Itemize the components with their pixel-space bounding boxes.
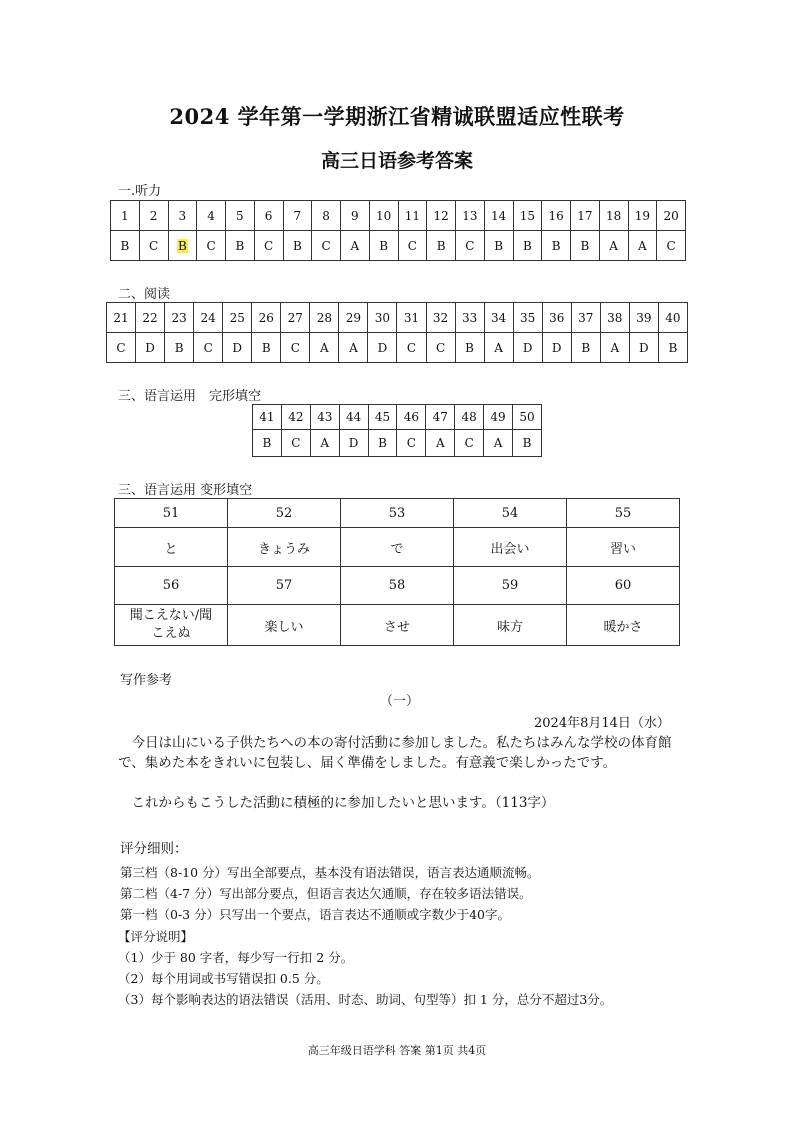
question-number-cell: 23 xyxy=(165,303,194,333)
answer-cell: させ xyxy=(341,605,454,646)
question-number-cell: 47 xyxy=(426,405,455,430)
question-number-cell: 11 xyxy=(398,201,427,231)
question-number-cell: 25 xyxy=(223,303,252,333)
writing-sample-date: 2024年8月14日（水） xyxy=(534,716,670,731)
answer-cell: A xyxy=(310,333,339,363)
answer-cell: C xyxy=(139,231,168,261)
answer-cell: 暖かさ xyxy=(567,605,680,646)
answer-cell: A xyxy=(484,430,513,457)
scoring-tier-3: 第三档（8-10 分）写出全部要点，基本没有语法错误，语言表达通顺流畅。 xyxy=(120,865,540,880)
question-number-cell: 31 xyxy=(397,303,426,333)
answer-cell: D xyxy=(223,333,252,363)
question-number-cell: 16 xyxy=(542,201,571,231)
listening-section-label: 一.听力 xyxy=(118,184,162,199)
scoring-note-3: （3）每个影响表达的语法错误（活用、时态、助词、句型等）扣 1 分，总分不超过3分。 xyxy=(118,992,613,1007)
question-number-cell: 43 xyxy=(310,405,339,430)
page-title: 2024 学年第一学期浙江省精诚联盟适应性联考 xyxy=(169,104,625,129)
question-number-cell: 48 xyxy=(455,405,484,430)
page-subtitle: 高三日语参考答案 xyxy=(320,150,473,172)
answer-cell: で xyxy=(341,528,454,567)
answer-cell: C xyxy=(398,231,427,261)
question-number-cell: 38 xyxy=(600,303,629,333)
answer-cell: C xyxy=(456,231,485,261)
question-number-cell: 28 xyxy=(310,303,339,333)
question-number-cell: 34 xyxy=(484,303,513,333)
question-number-cell: 54 xyxy=(454,499,567,528)
answer-cell: A xyxy=(339,333,368,363)
listening-answer-table xyxy=(110,200,686,261)
answer-cell: B xyxy=(427,231,456,261)
question-number-cell: 32 xyxy=(426,303,455,333)
question-number-cell: 52 xyxy=(228,499,341,528)
listening-answer-row xyxy=(111,231,686,261)
answer-cell: 出会い xyxy=(454,528,567,567)
question-number-cell: 59 xyxy=(454,567,567,605)
answer-cell: B xyxy=(658,333,687,363)
question-number-cell: 5 xyxy=(226,201,255,231)
answer-cell: 習い xyxy=(567,528,680,567)
question-number-cell: 36 xyxy=(542,303,571,333)
answer-cell: A xyxy=(628,231,657,261)
reading-section-label: 二、阅读 xyxy=(118,287,171,302)
question-number-cell: 4 xyxy=(197,201,226,231)
answer-cell: D xyxy=(339,430,368,457)
answer-cell: B xyxy=(571,333,600,363)
transform-answer-row-2 xyxy=(115,605,680,646)
cloze-section-label: 三、语言运用 完形填空 xyxy=(118,389,262,404)
question-number-cell: 12 xyxy=(427,201,456,231)
answer-cell: B xyxy=(513,231,542,261)
transform-number-row-1 xyxy=(115,499,680,528)
question-number-cell: 24 xyxy=(194,303,223,333)
answer-cell: C xyxy=(197,231,226,261)
answer-cell: C xyxy=(397,430,426,457)
question-number-cell: 21 xyxy=(107,303,136,333)
question-number-cell: 22 xyxy=(136,303,165,333)
page-footer: 高三年级日语学科 答案 第1页 共4页 xyxy=(307,1044,487,1057)
question-number-cell: 19 xyxy=(628,201,657,231)
answer-cell: A xyxy=(600,333,629,363)
question-number-cell: 39 xyxy=(629,303,658,333)
answer-cell: C xyxy=(281,430,310,457)
transform-answer-row-1 xyxy=(115,528,680,567)
question-number-cell: 3 xyxy=(168,201,197,231)
scoring-notes-title: 【评分说明】 xyxy=(118,929,194,944)
answer-cell: きょうみ xyxy=(228,528,341,567)
writing-sample-paragraph-2: これからもこうした活動に積極的に参加したいと思います。（113字） xyxy=(131,795,555,811)
question-number-cell: 41 xyxy=(253,405,282,430)
question-number-cell: 29 xyxy=(339,303,368,333)
question-number-cell: 14 xyxy=(484,201,513,231)
question-number-cell: 7 xyxy=(283,201,312,231)
answer-cell: B xyxy=(253,430,282,457)
answer-cell: B xyxy=(165,333,194,363)
question-number-cell: 57 xyxy=(228,567,341,605)
question-number-cell: 18 xyxy=(599,201,628,231)
answer-cell: B xyxy=(455,333,484,363)
writing-sample-paragraph-1: 今日は山にいる子供たちへの本の寄付活動に参加しました。私たちはみんな学校の体育館で、集めた本をきれいに包装し、届く準備をしました。有意義で楽しかったです。 xyxy=(118,735,672,771)
answer-cell: 味方 xyxy=(454,605,567,646)
answer-cell: A xyxy=(484,333,513,363)
answer-cell: C xyxy=(657,231,686,261)
question-number-cell: 56 xyxy=(115,567,228,605)
question-number-cell: 46 xyxy=(397,405,426,430)
answer-cell: B xyxy=(542,231,571,261)
answer-cell: と xyxy=(115,528,228,567)
listening-number-row xyxy=(111,201,686,231)
question-number-cell: 13 xyxy=(456,201,485,231)
answer-cell: C xyxy=(312,231,341,261)
question-number-cell: 27 xyxy=(281,303,310,333)
question-number-cell: 45 xyxy=(368,405,397,430)
highlighted-answer: B xyxy=(177,238,187,253)
transform-number-row-2 xyxy=(115,567,680,605)
answer-cell: C xyxy=(281,333,310,363)
answer-cell: B xyxy=(571,231,600,261)
answer-cell: B xyxy=(226,231,255,261)
answer-cell: C xyxy=(194,333,223,363)
answer-cell xyxy=(168,231,197,261)
question-number-cell: 53 xyxy=(341,499,454,528)
question-number-cell: 1 xyxy=(111,201,140,231)
transform-section-label: 三、语言运用 变形填空 xyxy=(118,483,253,498)
answer-cell: C xyxy=(107,333,136,363)
question-number-cell: 9 xyxy=(341,201,370,231)
answer-cell: D xyxy=(368,333,397,363)
scoring-tier-1: 第一档（0-3 分）只写出一个要点，语言表达不通顺或字数少于40字。 xyxy=(120,907,511,922)
scoring-note-1: （1）少于 80 字者，每少写一行扣 2 分。 xyxy=(118,950,354,965)
question-number-cell: 35 xyxy=(513,303,542,333)
question-number-cell: 33 xyxy=(455,303,484,333)
answer-cell: D xyxy=(542,333,571,363)
answer-cell: B xyxy=(368,430,397,457)
answer-cell: B xyxy=(513,430,542,457)
answer-cell: A xyxy=(310,430,339,457)
answer-cell: B xyxy=(252,333,281,363)
question-number-cell: 30 xyxy=(368,303,397,333)
question-number-cell: 17 xyxy=(571,201,600,231)
question-number-cell: 49 xyxy=(484,405,513,430)
answer-cell: B xyxy=(369,231,398,261)
cloze-answer-table xyxy=(252,404,542,457)
answer-cell: B xyxy=(484,231,513,261)
answer-cell: C xyxy=(397,333,426,363)
question-number-cell: 51 xyxy=(115,499,228,528)
answer-cell: D xyxy=(136,333,165,363)
transform-answer-table xyxy=(114,498,680,646)
answer-cell: B xyxy=(283,231,312,261)
question-number-cell: 15 xyxy=(513,201,542,231)
answer-cell: A xyxy=(341,231,370,261)
question-number-cell: 55 xyxy=(567,499,680,528)
answer-cell: D xyxy=(513,333,542,363)
answer-cell: A xyxy=(599,231,628,261)
answer-cell: C xyxy=(426,333,455,363)
reading-number-row xyxy=(107,303,688,333)
question-number-cell: 42 xyxy=(281,405,310,430)
question-number-cell: 40 xyxy=(658,303,687,333)
answer-cell: 聞こえない/聞こえぬ xyxy=(115,605,228,646)
answer-cell: D xyxy=(629,333,658,363)
question-number-cell: 44 xyxy=(339,405,368,430)
answer-cell: C xyxy=(455,430,484,457)
answer-cell: A xyxy=(426,430,455,457)
scoring-note-2: （2）每个用词或书写错误扣 0.5 分。 xyxy=(118,971,329,986)
cloze-number-row xyxy=(253,405,542,430)
question-number-cell: 60 xyxy=(567,567,680,605)
question-number-cell: 58 xyxy=(341,567,454,605)
reading-answer-row xyxy=(107,333,688,363)
question-number-cell: 26 xyxy=(252,303,281,333)
reading-answer-table xyxy=(106,302,688,363)
question-number-cell: 37 xyxy=(571,303,600,333)
question-number-cell: 8 xyxy=(312,201,341,231)
scoring-tier-2: 第二档（4-7 分）写出部分要点，但语言表达欠通顺，存在较多语法错误。 xyxy=(120,886,532,901)
answer-cell: 楽しい xyxy=(228,605,341,646)
question-number-cell: 2 xyxy=(139,201,168,231)
question-number-cell: 6 xyxy=(254,201,283,231)
answer-cell: B xyxy=(111,231,140,261)
answer-cell: C xyxy=(254,231,283,261)
question-number-cell: 50 xyxy=(513,405,542,430)
writing-sample-number: （一） xyxy=(380,694,420,709)
question-number-cell: 20 xyxy=(657,201,686,231)
cloze-answer-row xyxy=(253,430,542,457)
question-number-cell: 10 xyxy=(369,201,398,231)
writing-section-label: 写作参考 xyxy=(120,673,173,688)
scoring-section-label: 评分细则： xyxy=(120,841,188,857)
